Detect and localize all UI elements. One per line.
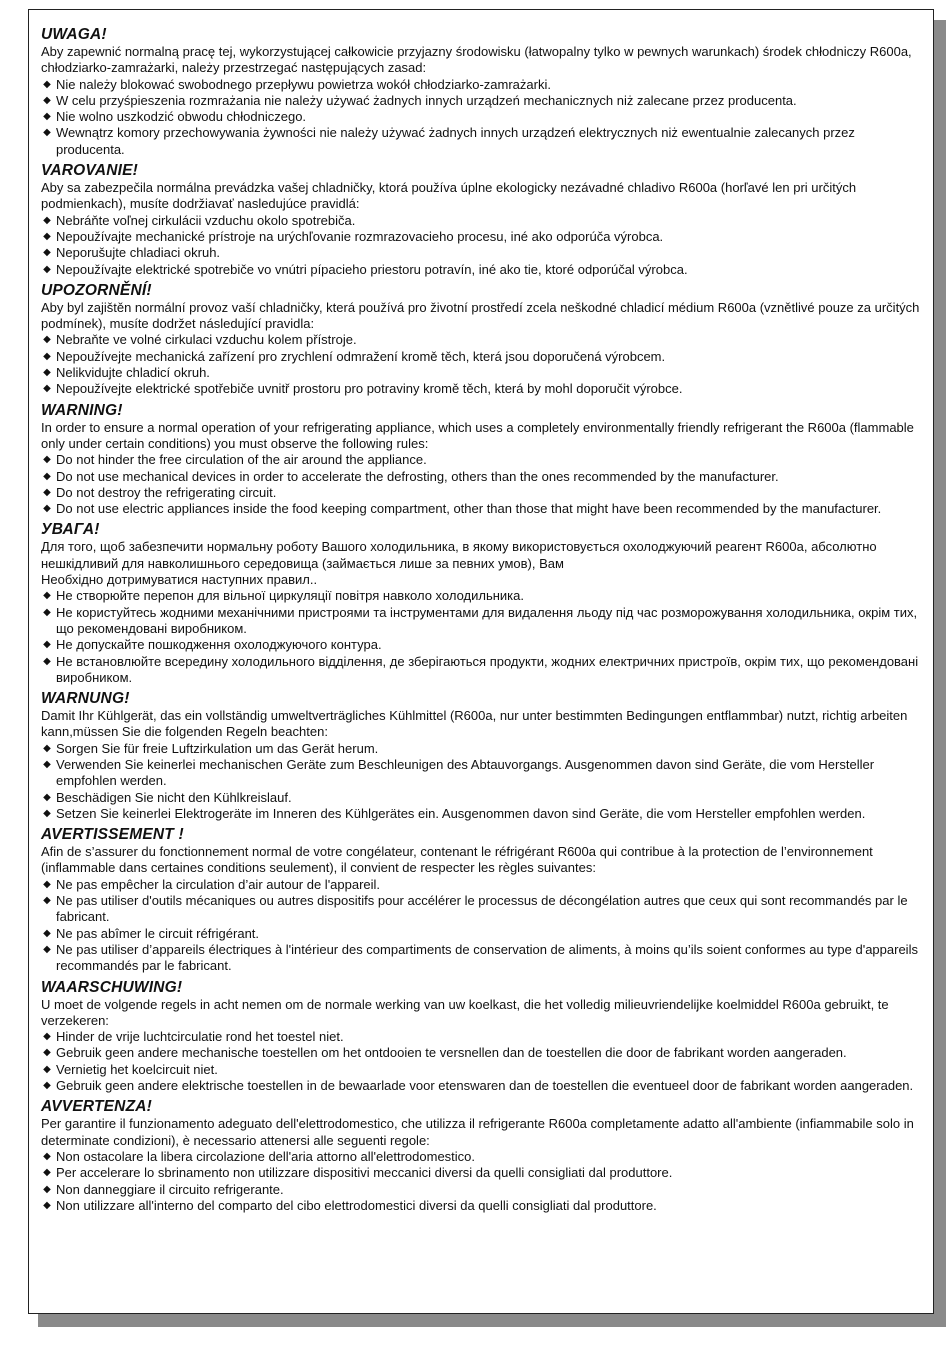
diamond-bullet-icon: ◆	[43, 486, 51, 498]
diamond-bullet-icon: ◆	[43, 111, 51, 123]
diamond-bullet-icon: ◆	[43, 927, 51, 939]
rule-text: Verwenden Sie keinerlei mechanischen Geräte zum Beschleunigen des Abtauvorgangs. Ausgenommen davon sind Geräte, die vom Hersteller empfohlen werden.	[56, 756, 875, 789]
warning-section	[41, 1098, 921, 1214]
rule-item	[41, 365, 921, 381]
diamond-bullet-icon: ◆	[43, 1047, 51, 1059]
diamond-bullet-icon: ◆	[43, 470, 51, 482]
rule-item	[41, 1182, 921, 1198]
rule-list	[41, 877, 921, 975]
rule-item	[41, 213, 921, 229]
section-heading: AVVERTENZA!	[41, 1098, 152, 1116]
rule-text: Ne pas abîmer le circuit réfrigérant.	[56, 925, 260, 941]
rule-item	[41, 588, 921, 604]
diamond-bullet-icon: ◆	[43, 78, 51, 90]
rule-text: Nie należy blokować swobodnego przepływu powietrza wokół chłodziarko-zamrażarki.	[56, 76, 551, 92]
rule-text: Nepoužívejte elektrické spotřebiče uvnitř prostoru pro potraviny kromě těch, která by mohl doporučit výrobce.	[56, 381, 683, 397]
rule-item	[41, 332, 921, 348]
rule-text: Gebruik geen andere elektrische toestellen in de bewaarlade voor etenswaren dan de toestellen die eventueel door de fabrikant worden aangeraden.	[56, 1078, 914, 1094]
rule-item	[41, 501, 921, 517]
rule-text: Не допускайте пошкодження охолоджуючого контура.	[56, 637, 382, 653]
rule-item	[41, 1062, 921, 1078]
warning-section	[41, 402, 921, 518]
diamond-bullet-icon: ◆	[43, 383, 51, 395]
diamond-bullet-icon: ◆	[43, 247, 51, 259]
diamond-bullet-icon: ◆	[43, 1080, 51, 1092]
rule-item	[41, 1029, 921, 1045]
section-intro: Per garantire il funzionamento adeguato dell'elettrodomestico, che utilizza il refrigerante R600a completamente adatto all'ambiente (infiammabile solo in determinate condizioni), è necessario attenersi alle seguenti regole:	[41, 1116, 914, 1148]
diamond-bullet-icon: ◆	[43, 1183, 51, 1195]
diamond-bullet-icon: ◆	[43, 367, 51, 379]
rule-text: Non ostacolare la libera circolazione dell'aria attorno all'elettrodomestico.	[56, 1148, 476, 1164]
section-intro: Damit Ihr Kühlgerät, das ein vollständig umweltverträgliches Kühlmittel (R600a, nur unter bestimmten Bedingungen entflammbar) nutzt, richtig arbeiten kann,müssen Sie die folgenden Regeln beachten:	[41, 708, 908, 740]
diamond-bullet-icon: ◆	[43, 606, 51, 618]
rule-item	[41, 77, 921, 93]
rule-item	[41, 485, 921, 501]
rule-item	[41, 942, 921, 975]
rule-item	[41, 229, 921, 245]
rule-item	[41, 654, 921, 687]
rule-text: Nelikvidujte chladicí okruh.	[56, 365, 210, 381]
rule-item	[41, 349, 921, 365]
diamond-bullet-icon: ◆	[43, 878, 51, 890]
rule-list	[41, 332, 921, 397]
rule-text: Ne pas utiliser d’appareils électriques à l'intérieur des compartiments de conservation de aliments, à moins qu’ils soient conformes au type d'appareils recommandés par le fabricant.	[56, 941, 918, 974]
diamond-bullet-icon: ◆	[43, 214, 51, 226]
rule-item	[41, 741, 921, 757]
section-intro: Afin de s’assurer du fonctionnement normal de votre congélateur, contenant le réfrigérant R600a qui contribue à la protection de l’environnement (inflammable dans certaines conditions seulement), il convient de respecter les règles suivantes:	[41, 844, 873, 876]
rule-item	[41, 469, 921, 485]
diamond-bullet-icon: ◆	[43, 639, 51, 651]
rule-list	[41, 1149, 921, 1214]
diamond-bullet-icon: ◆	[43, 127, 51, 139]
rule-item	[41, 93, 921, 109]
rule-list	[41, 77, 921, 158]
section-heading: WAARSCHUWING!	[41, 978, 183, 996]
rule-item	[41, 245, 921, 261]
rule-list	[41, 452, 921, 517]
warning-section	[41, 26, 921, 158]
diamond-bullet-icon: ◆	[43, 943, 51, 955]
rule-text: Wewnątrz komory przechowywania żywności nie należy używać żadnych innych urządzeń elektrycznych niż ewentualnie zalecanych przez producenta.	[56, 125, 855, 157]
section-heading: VAROVANIE!	[41, 162, 139, 180]
section-intro: Для того, щоб забезпечити нормальну роботу Вашого холодильника, в якому використовується охолоджуючий реагент R600a, абсолютно нешкідливий для навколишнього середовища (займається лише за певних умов), Вам Необхідно дотримуватися наступних правил..	[41, 539, 877, 588]
rule-text: Hinder de vrije luchtcirculatie rond het toestel niet.	[56, 1029, 344, 1045]
warning-section	[41, 826, 921, 974]
rule-text: Non danneggiare il circuito refrigerante.	[56, 1181, 284, 1197]
rule-item	[41, 893, 921, 926]
diamond-bullet-icon: ◆	[43, 1063, 51, 1075]
rule-text: Nebraňte ve volné cirkulaci vzduchu kolem přístroje.	[56, 332, 357, 348]
rule-text: Не користуйтесь жодними механічними пристроями та інструментами для видалення льоду під час розморожування холодильника, окрім тих, що рекомендовані виробником.	[56, 604, 918, 636]
warning-section	[41, 282, 921, 398]
rule-item	[41, 637, 921, 653]
rule-list	[41, 741, 921, 822]
rule-text: Beschädigen Sie nicht den Kühlkreislauf.	[56, 789, 292, 805]
rule-text: Ne pas empêcher la circulation d’air autour de l'appareil.	[56, 876, 381, 892]
rule-text: Nepoužívajte mechanické prístroje na urýchľovanie rozmrazovacieho procesu, iné ako odporúča výrobca.	[56, 228, 664, 244]
section-heading: УВАГА!	[41, 521, 100, 539]
diamond-bullet-icon: ◆	[43, 1031, 51, 1043]
diamond-bullet-icon: ◆	[43, 590, 51, 602]
section-heading: WARNUNG!	[41, 690, 130, 708]
section-intro: In order to ensure a normal operation of your refrigerating appliance, which uses a completely environmentally friendly refrigerant the R600a (flammable only under certain conditions) you must observe the following rules:	[41, 419, 914, 451]
rule-text: Sorgen Sie für freie Luftzirkulation um das Gerät herum.	[56, 740, 379, 756]
rule-text: Ne pas utiliser d'outils mécaniques ou autres dispositifs pour accélérer le processus de décongélation autres que ceux qui sont recommandés par le fabricant.	[56, 893, 908, 925]
diamond-bullet-icon: ◆	[43, 1167, 51, 1179]
rule-item	[41, 806, 921, 822]
rule-item	[41, 1045, 921, 1061]
rule-item	[41, 262, 921, 278]
rule-item	[41, 757, 921, 790]
diamond-bullet-icon: ◆	[43, 895, 51, 907]
diamond-bullet-icon: ◆	[43, 503, 51, 515]
diamond-bullet-icon: ◆	[43, 350, 51, 362]
section-heading: UPOZORNĚNÍ!	[41, 281, 152, 299]
rule-text: Do not destroy the refrigerating circuit.	[56, 484, 277, 500]
rule-list	[41, 213, 921, 278]
rule-text: Neporušujte chladiaci okruh.	[56, 245, 221, 261]
rule-item	[41, 1198, 921, 1214]
rule-item	[41, 452, 921, 468]
rule-item	[41, 926, 921, 942]
diamond-bullet-icon: ◆	[43, 655, 51, 667]
diamond-bullet-icon: ◆	[43, 94, 51, 106]
rule-text: Nepoužívejte mechanická zařízení pro zrychlení odmražení kromě těch, která jsou doporučená výrobcem.	[56, 348, 666, 364]
rule-list	[41, 1029, 921, 1094]
rule-item	[41, 877, 921, 893]
section-heading: WARNING!	[41, 401, 123, 419]
section-intro: Aby byl zajištěn normální provoz vaší chladničky, která používá pro životní prostředí zcela neškodné chladicí médium R600a (vznětlivé pouze za určitých podmínek), musíte dodržet následující pravidla:	[41, 299, 920, 332]
diamond-bullet-icon: ◆	[43, 742, 51, 754]
diamond-bullet-icon: ◆	[43, 1199, 51, 1211]
rule-item	[41, 125, 921, 158]
section-heading: AVERTISSEMENT !	[41, 826, 184, 844]
rule-item	[41, 1149, 921, 1165]
rule-item	[41, 1078, 921, 1094]
rule-list	[41, 588, 921, 686]
section-intro: U moet de volgende regels in acht nemen om de normale werking van uw koelkast, die het volledig milieuvriendelijke koelmiddel R600a gebruikt, te verzekeren:	[41, 996, 889, 1028]
rule-text: Per accelerare lo sbrinamento non utilizzare dispositivi meccanici diversi da quelli consigliati dal produttore.	[56, 1165, 673, 1181]
rule-text: Gebruik geen andere mechanische toestellen om het ontdooien te versnellen dan de toestellen die door de fabrikant worden aangeraden.	[56, 1045, 847, 1061]
section-intro: Aby sa zabezpečila normálna prevádzka vašej chladničky, ktorá používa úplne ekologicky nezávadné chladivo R600a (horľavé len pri určitých podmienkach), musíte dodržiavať nasledujúce pravidlá:	[41, 180, 857, 212]
warning-section	[41, 979, 921, 1095]
rule-item	[41, 790, 921, 806]
rule-text: Do not use mechanical devices in order to accelerate the defrosting, others than the ones recommended by the manufacturer.	[56, 468, 779, 484]
rule-text: Не встановлюйте всередину холодильного відділення, де зберігаються продукти, жодних електричних пристроїв, окрім тих, що рекомендовані виробником.	[56, 653, 919, 685]
rule-text: Nepoužívajte elektrické spotrebiče vo vnútri pípacieho priestoru potravín, iné ako tie, ktoré odporúčal výrobca.	[56, 261, 688, 277]
rule-text: Vernietig het koelcircuit niet.	[56, 1061, 218, 1077]
diamond-bullet-icon: ◆	[43, 230, 51, 242]
diamond-bullet-icon: ◆	[43, 758, 51, 770]
warning-notice-box	[28, 9, 934, 1314]
section-intro: Aby zapewnić normalną pracę tej, wykorzystującej całkowicie przyjazny środowisku (łatwopalny tylko w pewnych warunkach) środek chłodniczy R600a, chłodziarko-zamrażarki, należy przestrzegać następujących zasad:	[41, 44, 912, 76]
rule-text: Nebráňte voľnej cirkulácii vzduchu okolo spotrebiča.	[56, 212, 356, 228]
rule-item	[41, 381, 921, 397]
warning-section	[41, 690, 921, 822]
diamond-bullet-icon: ◆	[43, 807, 51, 819]
diamond-bullet-icon: ◆	[43, 263, 51, 275]
warning-section	[41, 521, 921, 686]
rule-text: Non utilizzare all'interno del comparto del cibo elettrodomestici diversi da quelli consigliati dal produttore.	[56, 1197, 657, 1213]
rule-item	[41, 605, 921, 638]
rule-item	[41, 109, 921, 125]
diamond-bullet-icon: ◆	[43, 334, 51, 346]
rule-text: Не створюйте перепон для вільної циркуляції повітря навколо холодильника.	[56, 588, 524, 604]
rule-text: Setzen Sie keinerlei Elektrogeräte im Inneren des Kühlgerätes ein. Ausgenommen davon sind Geräte, die vom Hersteller empfohlen werden.	[56, 805, 866, 821]
section-heading: UWAGA!	[41, 26, 107, 43]
rule-text: Do not hinder the free circulation of the air around the appliance.	[56, 452, 427, 468]
diamond-bullet-icon: ◆	[43, 454, 51, 466]
diamond-bullet-icon: ◆	[43, 791, 51, 803]
rule-text: Do not use electric appliances inside the food keeping compartment, other than those that might have been recommended by the manufacturer.	[56, 501, 882, 517]
rule-text: Nie wolno uszkodzić obwodu chłodniczego.	[56, 109, 307, 125]
diamond-bullet-icon: ◆	[43, 1150, 51, 1162]
rule-text: W celu przyśpieszenia rozmrażania nie należy używać żadnych innych urządzeń mechanicznych niż zalecane przez producenta.	[56, 92, 797, 108]
warning-section	[41, 162, 921, 278]
rule-item	[41, 1165, 921, 1181]
